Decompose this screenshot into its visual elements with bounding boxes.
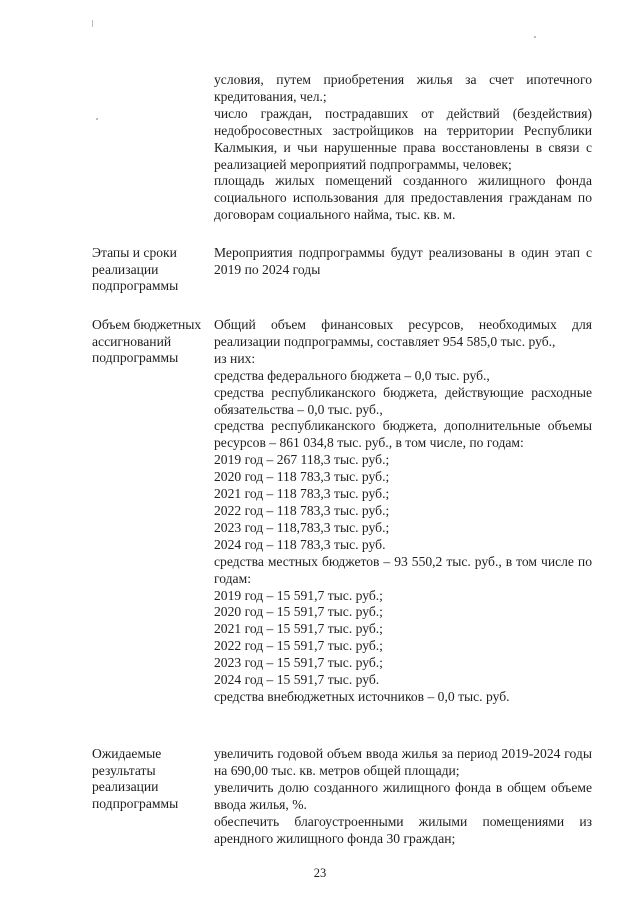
scan-mark xyxy=(96,118,98,120)
scan-mark xyxy=(534,36,536,38)
paragraph: площадь жилых помещений созданного жилищного фонда социального использования для предоставления гражданам по договорам социального найма, тыс. кв. м. xyxy=(214,173,592,223)
paragraph: средства местных бюджетов – 93 550,2 тыс. руб., в том числе по годам: xyxy=(214,553,592,586)
paragraph: 2020 год – 15 591,7 тыс. руб.; xyxy=(214,604,383,620)
row-label: Этапы и сроки реализации подпрограммы xyxy=(92,245,179,294)
row-content xyxy=(214,245,592,279)
paragraph: средства республиканского бюджета, дополнительные объемы ресурсов – 861 034,8 тыс. руб., в том числе, по годам: xyxy=(214,418,592,451)
paragraph: из них: xyxy=(214,350,256,366)
paragraph: средства федерального бюджета – 0,0 тыс. руб., xyxy=(214,367,490,383)
row-label: Объем бюджетных ассигнований подпрограммы xyxy=(92,317,202,366)
paragraph: 2022 год – 118 783,3 тыс. руб.; xyxy=(214,502,390,518)
paragraph: Мероприятия подпрограммы будут реализованы в один этап с 2019 по 2024 годы xyxy=(214,245,592,277)
paragraph: число граждан, пострадавших от действий (бездействия) недобросовестных застройщиков на территории Республики Калмыкия, и чьи нарушенные права восстановлены в связи с реализацией мероприятий подпрограммы, человек; xyxy=(214,105,592,172)
paragraph: 2024 год – 15 591,7 тыс. руб. xyxy=(214,672,380,688)
row-label: Ожидаемые результаты реализации подпрограммы xyxy=(92,746,179,811)
scan-mark xyxy=(92,20,93,27)
paragraph: 2020 год – 118 783,3 тыс. руб.; xyxy=(214,469,390,485)
paragraph: увеличить долю созданного жилищного фонда в общем объеме ввода жилья, %. xyxy=(214,779,592,812)
row-content xyxy=(214,72,592,224)
row-content xyxy=(214,746,592,847)
paragraph: средства внебюджетных источников – 0,0 тыс. руб. xyxy=(214,688,510,704)
paragraph: условия, путем приобретения жилья за счет ипотечного кредитования, чел.; xyxy=(214,72,592,104)
paragraph: 2023 год – 15 591,7 тыс. руб.; xyxy=(214,655,383,671)
paragraph: 2019 год – 15 591,7 тыс. руб.; xyxy=(214,587,383,603)
paragraph: 2022 год – 15 591,7 тыс. руб.; xyxy=(214,638,383,654)
paragraph: Общий объем финансовых ресурсов, необходимых для реализации подпрограммы, составляет 954 585,0 тыс. руб., xyxy=(214,317,592,349)
paragraph: 2021 год – 15 591,7 тыс. руб.; xyxy=(214,621,383,637)
paragraph: 2019 год – 267 118,3 тыс. руб.; xyxy=(214,452,390,468)
paragraph: обеспечить благоустроенными жилыми помещениями из арендного жилищного фонда 30 граждан; xyxy=(214,813,592,846)
paragraph: 2023 год – 118,783,3 тыс. руб.; xyxy=(214,519,390,535)
paragraph: средства республиканского бюджета, действующие расходные обязательства – 0,0 тыс. руб., xyxy=(214,384,592,417)
paragraph: увеличить годовой объем ввода жилья за период 2019-2024 годы на 690,00 тыс. кв. метров общей площади; xyxy=(214,746,592,778)
row-content xyxy=(214,317,592,706)
page-number: 23 xyxy=(313,866,327,880)
paragraph: 2024 год – 118 783,3 тыс. руб. xyxy=(214,536,386,552)
paragraph: 2021 год – 118 783,3 тыс. руб.; xyxy=(214,486,390,502)
